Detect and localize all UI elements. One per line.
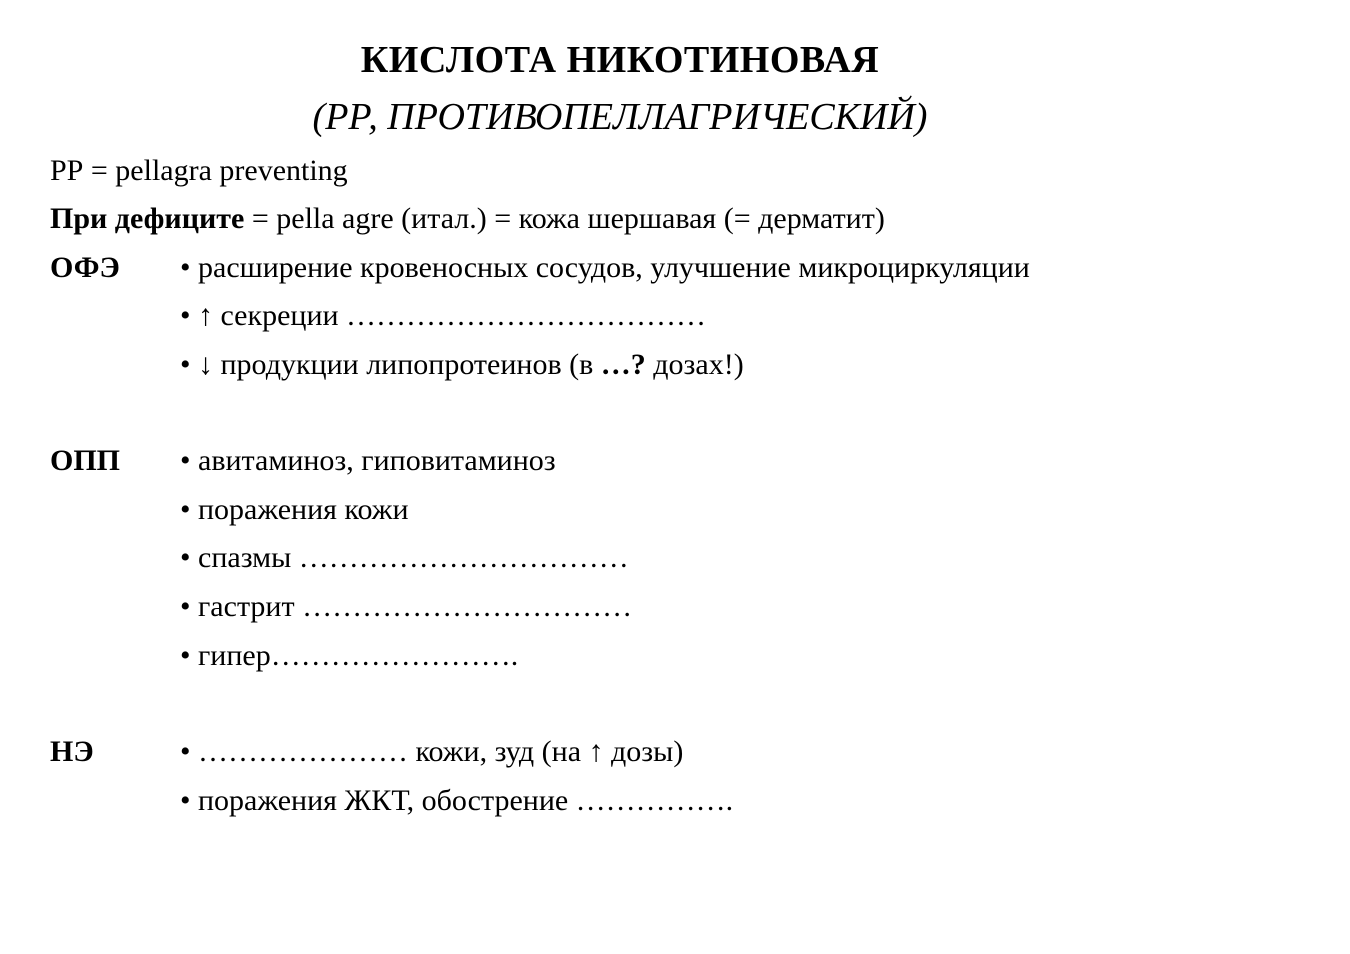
section-label-ofe: ОФЭ [50,251,120,284]
page-title: КИСЛОТА НИКОТИНОВАЯ [360,39,880,81]
opp-item: • авитаминоз, гиповитаминоз [180,444,556,477]
deficit-line [50,201,885,237]
opp-item: • гипер……………………. [180,639,519,672]
page-subtitle: (РР, ПРОТИВОПЕЛЛАГРИЧЕСКИЙ) [312,96,928,138]
ofe-item-text-bold: …? [600,348,646,381]
deficit-text: = pella agre (итал.) = кожа шершавая (= дерматит) [244,202,885,235]
opp-item: • гастрит …………………………… [180,590,633,623]
ofe-item [180,347,744,383]
opp-item: • поражения кожи [180,493,409,526]
ofe-item-text-after: дозах!) [645,348,744,381]
ofe-item: • расширение кровеносных сосудов, улучшение микроциркуляции [180,251,1030,284]
pp-definition: РР = pellagra preventing [50,154,348,187]
ofe-item-text-before: • ↓ продукции липопротеинов (в [180,348,601,381]
opp-item: • спазмы …………………………… [180,541,629,574]
ne-item: • ………………… кожи, зуд (на ↑ дозы) [180,735,684,768]
section-label-opp: ОПП [50,444,121,477]
deficit-label: При дефиците [50,202,245,235]
section-label-ne: НЭ [50,735,94,768]
ne-item: • поражения ЖКТ, обострение ……………. [180,784,734,817]
ofe-item: • ↑ секреции ……………………………… [180,299,707,332]
